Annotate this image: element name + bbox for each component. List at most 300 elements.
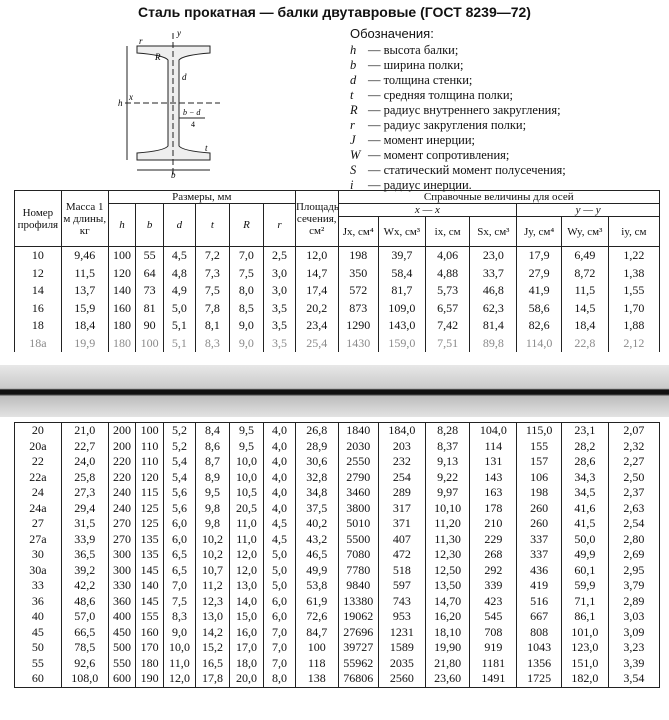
table-cell: 17,4 bbox=[295, 282, 338, 300]
table-cell: 3,23 bbox=[608, 640, 659, 656]
table-cell: 13,0 bbox=[195, 609, 229, 625]
table-cell: 81 bbox=[136, 300, 164, 318]
table-cell: 9,8 bbox=[195, 516, 229, 532]
table-row bbox=[15, 282, 660, 300]
table-cell: 64 bbox=[136, 265, 164, 283]
legend-item bbox=[350, 58, 566, 73]
table-cell: 17,8 bbox=[195, 671, 229, 687]
table-cell: 18,4 bbox=[561, 317, 608, 335]
table-cell: 92,6 bbox=[61, 656, 108, 672]
table-cell: 545 bbox=[470, 609, 517, 625]
table-cell: 24,0 bbox=[61, 454, 108, 470]
table-cell: 7780 bbox=[338, 563, 378, 579]
table-cell: 7,5 bbox=[229, 265, 263, 283]
table-cell: 268 bbox=[470, 547, 517, 563]
table-cell: 157 bbox=[517, 454, 562, 470]
table-cell: 16,5 bbox=[195, 656, 229, 672]
legend-symbol: h bbox=[350, 43, 357, 57]
table-cell: 11,0 bbox=[229, 516, 263, 532]
table-cell: 151,0 bbox=[561, 656, 608, 672]
table-cell: 17,9 bbox=[517, 247, 562, 265]
label-x: x bbox=[129, 92, 133, 102]
table-cell: 9,97 bbox=[425, 485, 470, 501]
table-cell: 436 bbox=[517, 563, 562, 579]
table-cell: 600 bbox=[108, 671, 136, 687]
beam-table-top bbox=[14, 190, 660, 352]
table-cell: 30 bbox=[15, 547, 62, 563]
table-cell: 292 bbox=[470, 563, 517, 579]
table-cell: 3,5 bbox=[263, 300, 295, 318]
table-cell: 5,0 bbox=[163, 300, 195, 318]
legend-text: — момент сопротивления; bbox=[368, 148, 510, 162]
table-cell: 78,5 bbox=[61, 640, 108, 656]
beam-table-bottom bbox=[14, 422, 660, 688]
table-row bbox=[15, 454, 660, 470]
table-cell: 7,51 bbox=[425, 335, 470, 353]
table-cell: 1290 bbox=[338, 317, 378, 335]
table-cell: 14,7 bbox=[295, 265, 338, 283]
table-cell: 4,88 bbox=[425, 265, 470, 283]
table-cell: 2,69 bbox=[608, 547, 659, 563]
table-cell: 15,2 bbox=[195, 640, 229, 656]
table-cell: 198 bbox=[517, 485, 562, 501]
table-cell: 8,28 bbox=[425, 423, 470, 439]
table-cell: 110 bbox=[136, 439, 164, 455]
table-cell: 28,6 bbox=[561, 454, 608, 470]
table-cell: 110 bbox=[136, 454, 164, 470]
table-cell: 13,50 bbox=[425, 578, 470, 594]
table-row bbox=[15, 317, 660, 335]
label-t: t bbox=[205, 143, 208, 153]
table-cell: 210 bbox=[470, 516, 517, 532]
table-row bbox=[15, 485, 660, 501]
label-y: y bbox=[177, 28, 181, 38]
legend-symbol: r bbox=[350, 118, 355, 132]
table-cell: 4,0 bbox=[264, 501, 296, 517]
table-cell: 4,0 bbox=[264, 439, 296, 455]
table-row bbox=[15, 247, 660, 265]
page-fold-separator bbox=[0, 365, 669, 417]
table-cell: 2,95 bbox=[608, 563, 659, 579]
table-cell: 28,2 bbox=[561, 439, 608, 455]
table-cell: 30,6 bbox=[295, 454, 338, 470]
table-cell: 55 bbox=[136, 247, 164, 265]
table-cell: 33,7 bbox=[470, 265, 517, 283]
legend-symbol: d bbox=[350, 73, 357, 87]
table-cell: 59,9 bbox=[561, 578, 608, 594]
table-cell: 100 bbox=[136, 335, 164, 353]
table-cell: 43,2 bbox=[295, 532, 338, 548]
table-cell: 8,5 bbox=[229, 300, 263, 318]
header-iy: iy, см bbox=[608, 217, 659, 247]
legend-symbol: i bbox=[350, 178, 354, 192]
table-cell: 23,0 bbox=[470, 247, 517, 265]
legend-symbol: S bbox=[350, 163, 357, 177]
table-cell: 4,0 bbox=[264, 423, 296, 439]
table-cell: 7080 bbox=[338, 547, 378, 563]
table-cell: 143,0 bbox=[378, 317, 425, 335]
table-cell: 17,0 bbox=[229, 640, 263, 656]
table-cell: 58,4 bbox=[378, 265, 425, 283]
table-cell: 4,0 bbox=[264, 454, 296, 470]
table-cell: 180 bbox=[108, 317, 136, 335]
table-cell: 4,0 bbox=[264, 470, 296, 486]
table-cell: 23,60 bbox=[425, 671, 470, 687]
table-cell: 7,5 bbox=[195, 282, 229, 300]
table-cell: 140 bbox=[136, 578, 164, 594]
table-cell: 2,80 bbox=[608, 532, 659, 548]
table-cell: 220 bbox=[108, 470, 136, 486]
table-cell: 33 bbox=[15, 578, 62, 594]
table-cell: 84,7 bbox=[295, 625, 338, 641]
table-cell: 9,5 bbox=[229, 423, 263, 439]
label-bd4a: b − d bbox=[183, 108, 201, 117]
table-cell: 7,3 bbox=[195, 265, 229, 283]
table-cell: 81,7 bbox=[378, 282, 425, 300]
table-cell: 4,8 bbox=[163, 265, 195, 283]
table-cell: 73 bbox=[136, 282, 164, 300]
table-cell: 18,0 bbox=[229, 656, 263, 672]
table-cell: 39,2 bbox=[61, 563, 108, 579]
table-cell: 60 bbox=[15, 671, 62, 687]
table-cell: 518 bbox=[378, 563, 425, 579]
table-cell: 516 bbox=[517, 594, 562, 610]
table-cell: 50 bbox=[15, 640, 62, 656]
table-cell: 3,0 bbox=[263, 265, 295, 283]
table-cell: 13380 bbox=[338, 594, 378, 610]
table-cell: 10,5 bbox=[229, 485, 263, 501]
legend-heading: Обозначения: bbox=[350, 26, 434, 41]
table-cell: 120 bbox=[136, 470, 164, 486]
table-cell: 20 bbox=[15, 423, 62, 439]
legend-text: — статический момент полусечения; bbox=[368, 163, 566, 177]
label-d: d bbox=[182, 72, 187, 82]
table-cell: 39727 bbox=[338, 640, 378, 656]
table-cell: 8,0 bbox=[229, 282, 263, 300]
table-cell: 12,3 bbox=[195, 594, 229, 610]
table-cell: 2,27 bbox=[608, 454, 659, 470]
table-cell: 100 bbox=[108, 247, 136, 265]
table-cell: 2,63 bbox=[608, 501, 659, 517]
table-row bbox=[15, 609, 660, 625]
table-cell: 76806 bbox=[338, 671, 378, 687]
table-row bbox=[15, 625, 660, 641]
table-cell: 9,5 bbox=[229, 439, 263, 455]
table-cell: 82,6 bbox=[517, 317, 562, 335]
table-cell: 5,1 bbox=[163, 317, 195, 335]
table-cell: 5,2 bbox=[164, 423, 196, 439]
table-cell: 5,73 bbox=[425, 282, 470, 300]
table-cell: 41,6 bbox=[561, 501, 608, 517]
table-cell: 13,7 bbox=[61, 282, 108, 300]
table-cell: 5,6 bbox=[164, 501, 196, 517]
table-cell: 14,70 bbox=[425, 594, 470, 610]
table-cell: 5,1 bbox=[163, 335, 195, 353]
table-cell: 32,8 bbox=[295, 470, 338, 486]
table-cell: 3,54 bbox=[608, 671, 659, 687]
table-cell: 1430 bbox=[338, 335, 378, 353]
table-cell: 2,37 bbox=[608, 485, 659, 501]
table-cell: 9840 bbox=[338, 578, 378, 594]
table-cell: 104,0 bbox=[470, 423, 517, 439]
table-cell: 200 bbox=[108, 423, 136, 439]
table-cell: 114 bbox=[470, 439, 517, 455]
table-cell: 2790 bbox=[338, 470, 378, 486]
table-cell: 18а bbox=[15, 335, 62, 353]
table-cell: 140 bbox=[108, 282, 136, 300]
table-cell: 1491 bbox=[470, 671, 517, 687]
table-cell: 5500 bbox=[338, 532, 378, 548]
table-cell: 10,2 bbox=[195, 532, 229, 548]
table-cell: 49,9 bbox=[295, 563, 338, 579]
table-cell: 37,5 bbox=[295, 501, 338, 517]
table-cell: 254 bbox=[378, 470, 425, 486]
table-row bbox=[15, 578, 660, 594]
table-cell: 1231 bbox=[378, 625, 425, 641]
i-beam-diagram bbox=[115, 28, 225, 178]
table-cell: 81,4 bbox=[470, 317, 517, 335]
label-bd4b: 4 bbox=[191, 120, 195, 129]
table-cell: 115 bbox=[136, 485, 164, 501]
table-cell: 6,0 bbox=[264, 594, 296, 610]
table-cell: 40 bbox=[15, 609, 62, 625]
table-cell: 24а bbox=[15, 501, 62, 517]
table-cell: 101,0 bbox=[561, 625, 608, 641]
table-cell: 27,9 bbox=[517, 265, 562, 283]
table-cell: 3460 bbox=[338, 485, 378, 501]
table-cell: 708 bbox=[470, 625, 517, 641]
table-cell: 55962 bbox=[338, 656, 378, 672]
table-cell: 3,79 bbox=[608, 578, 659, 594]
table-cell: 11,5 bbox=[561, 282, 608, 300]
table-row bbox=[15, 335, 660, 353]
table-cell: 6,0 bbox=[164, 532, 196, 548]
table-cell: 1840 bbox=[338, 423, 378, 439]
table-cell: 14,0 bbox=[229, 594, 263, 610]
header-mass: Масса 1 м длины, кг bbox=[61, 191, 108, 247]
table-cell: 15,0 bbox=[229, 609, 263, 625]
legend-item bbox=[350, 118, 566, 133]
legend-text: — радиус внутреннего закругления; bbox=[368, 103, 561, 117]
legend-text: — момент инерции; bbox=[368, 133, 476, 147]
table-cell: 23,1 bbox=[561, 423, 608, 439]
header-axis-x: x — x bbox=[338, 204, 517, 217]
table-cell: 9,0 bbox=[229, 317, 263, 335]
table-cell: 5,0 bbox=[264, 547, 296, 563]
table-cell: 407 bbox=[378, 532, 425, 548]
table-cell: 6,57 bbox=[425, 300, 470, 318]
table-cell: 3,5 bbox=[263, 335, 295, 353]
table-cell: 31,5 bbox=[61, 516, 108, 532]
table-cell: 1181 bbox=[470, 656, 517, 672]
table-cell: 2,50 bbox=[608, 470, 659, 486]
table-row bbox=[15, 423, 660, 439]
table-cell: 7,0 bbox=[164, 578, 196, 594]
table-cell: 45 bbox=[15, 625, 62, 641]
table-cell: 7,8 bbox=[195, 300, 229, 318]
table-cell: 100 bbox=[295, 640, 338, 656]
table-cell: 125 bbox=[136, 501, 164, 517]
table-cell: 5,0 bbox=[264, 578, 296, 594]
table-cell: 11,2 bbox=[195, 578, 229, 594]
table-cell: 72,6 bbox=[295, 609, 338, 625]
table-cell: 14,2 bbox=[195, 625, 229, 641]
table-cell: 20,0 bbox=[229, 671, 263, 687]
table-cell: 3,03 bbox=[608, 609, 659, 625]
table-cell: 11,30 bbox=[425, 532, 470, 548]
table-cell: 5,0 bbox=[264, 563, 296, 579]
table-row bbox=[15, 594, 660, 610]
table-cell: 597 bbox=[378, 578, 425, 594]
table-cell: 33,9 bbox=[61, 532, 108, 548]
table-cell: 120 bbox=[108, 265, 136, 283]
table-cell: 7,42 bbox=[425, 317, 470, 335]
table-cell: 4,0 bbox=[264, 485, 296, 501]
table-cell: 8,0 bbox=[264, 671, 296, 687]
legend-text: — радиус закругления полки; bbox=[368, 118, 527, 132]
table-cell: 289 bbox=[378, 485, 425, 501]
table-row bbox=[15, 265, 660, 283]
table-cell: 12,0 bbox=[229, 563, 263, 579]
table-row bbox=[15, 300, 660, 318]
table-cell: 9,5 bbox=[195, 485, 229, 501]
table-cell: 27,3 bbox=[61, 485, 108, 501]
table-cell: 419 bbox=[517, 578, 562, 594]
table-cell: 160 bbox=[136, 625, 164, 641]
table-cell: 337 bbox=[517, 547, 562, 563]
table-cell: 41,5 bbox=[561, 516, 608, 532]
table-cell: 100 bbox=[136, 423, 164, 439]
legend-item bbox=[350, 88, 566, 103]
table-cell: 155 bbox=[517, 439, 562, 455]
table-cell: 8,72 bbox=[561, 265, 608, 283]
table-cell: 18,4 bbox=[61, 317, 108, 335]
header-d: d bbox=[163, 204, 195, 247]
table-cell: 229 bbox=[470, 532, 517, 548]
legend-symbol: J bbox=[350, 133, 356, 147]
table-cell: 3800 bbox=[338, 501, 378, 517]
table-cell: 13,0 bbox=[229, 578, 263, 594]
table-cell: 125 bbox=[136, 516, 164, 532]
table-cell: 10,0 bbox=[164, 640, 196, 656]
header-area: Площадь сечения, см² bbox=[295, 191, 338, 247]
table-row bbox=[15, 532, 660, 548]
table-cell: 10,7 bbox=[195, 563, 229, 579]
table-cell: 27а bbox=[15, 532, 62, 548]
legend-item bbox=[350, 73, 566, 88]
legend-text: — средняя толщина полки; bbox=[368, 88, 514, 102]
table-cell: 9,0 bbox=[164, 625, 196, 641]
table-cell: 131 bbox=[470, 454, 517, 470]
table-cell: 62,3 bbox=[470, 300, 517, 318]
table-row bbox=[15, 439, 660, 455]
table-cell: 667 bbox=[517, 609, 562, 625]
table-cell: 10,10 bbox=[425, 501, 470, 517]
table-cell: 36 bbox=[15, 594, 62, 610]
header-Wx: Wx, см³ bbox=[378, 217, 425, 247]
table-cell: 40,2 bbox=[295, 516, 338, 532]
table-cell: 3,39 bbox=[608, 656, 659, 672]
table-cell: 16,20 bbox=[425, 609, 470, 625]
table-cell: 550 bbox=[108, 656, 136, 672]
table-cell: 20а bbox=[15, 439, 62, 455]
table-cell: 1,38 bbox=[608, 265, 659, 283]
table-cell: 10,2 bbox=[195, 547, 229, 563]
header-r: r bbox=[263, 204, 295, 247]
table-cell: 46,8 bbox=[470, 282, 517, 300]
table-cell: 16 bbox=[15, 300, 62, 318]
table-cell: 270 bbox=[108, 532, 136, 548]
table-cell: 2,12 bbox=[608, 335, 659, 353]
table-cell: 46,5 bbox=[295, 547, 338, 563]
table-cell: 159,0 bbox=[378, 335, 425, 353]
table-cell: 4,5 bbox=[264, 532, 296, 548]
page-title: Сталь прокатная — балки двутавровые (ГОСТ 8239—72) bbox=[138, 4, 531, 20]
table-cell: 58,6 bbox=[517, 300, 562, 318]
table-cell: 11,0 bbox=[164, 656, 196, 672]
table-cell: 123,0 bbox=[561, 640, 608, 656]
table-cell: 12,0 bbox=[295, 247, 338, 265]
table-cell: 8,3 bbox=[164, 609, 196, 625]
legend-item bbox=[350, 103, 566, 118]
table-cell: 34,3 bbox=[561, 470, 608, 486]
table-cell: 9,46 bbox=[61, 247, 108, 265]
header-h: h bbox=[108, 204, 136, 247]
table-cell: 14,5 bbox=[561, 300, 608, 318]
table-cell: 41,9 bbox=[517, 282, 562, 300]
table-row bbox=[15, 547, 660, 563]
header-axis-y: y — y bbox=[517, 204, 660, 217]
table-row bbox=[15, 516, 660, 532]
table-cell: 20,5 bbox=[229, 501, 263, 517]
table-cell: 2,89 bbox=[608, 594, 659, 610]
table-cell: 61,9 bbox=[295, 594, 338, 610]
table-cell: 2,32 bbox=[608, 439, 659, 455]
table-cell: 4,06 bbox=[425, 247, 470, 265]
table-cell: 143 bbox=[470, 470, 517, 486]
table-cell: 89,8 bbox=[470, 335, 517, 353]
table-cell: 1043 bbox=[517, 640, 562, 656]
table-cell: 232 bbox=[378, 454, 425, 470]
table-cell: 8,7 bbox=[195, 454, 229, 470]
table-cell: 6,5 bbox=[164, 563, 196, 579]
table-cell: 11,5 bbox=[61, 265, 108, 283]
table-cell: 155 bbox=[136, 609, 164, 625]
table-cell: 7,0 bbox=[264, 640, 296, 656]
table-cell: 18 bbox=[15, 317, 62, 335]
table-cell: 12 bbox=[15, 265, 62, 283]
legend-symbol: b bbox=[350, 58, 357, 72]
table-cell: 9,0 bbox=[229, 335, 263, 353]
table-cell: 919 bbox=[470, 640, 517, 656]
table-cell: 11,20 bbox=[425, 516, 470, 532]
label-b: b bbox=[171, 170, 176, 178]
table-cell: 145 bbox=[136, 563, 164, 579]
header-Jx: Jx, см⁴ bbox=[338, 217, 378, 247]
table-cell: 500 bbox=[108, 640, 136, 656]
table-cell: 24 bbox=[15, 485, 62, 501]
table-cell: 203 bbox=[378, 439, 425, 455]
table-cell: 25,8 bbox=[61, 470, 108, 486]
table-cell: 360 bbox=[108, 594, 136, 610]
table-cell: 19,9 bbox=[61, 335, 108, 353]
table-cell: 3,09 bbox=[608, 625, 659, 641]
header-b: b bbox=[136, 204, 164, 247]
table-cell: 71,1 bbox=[561, 594, 608, 610]
table-cell: 9,13 bbox=[425, 454, 470, 470]
table-cell: 18,10 bbox=[425, 625, 470, 641]
table-cell: 106 bbox=[517, 470, 562, 486]
